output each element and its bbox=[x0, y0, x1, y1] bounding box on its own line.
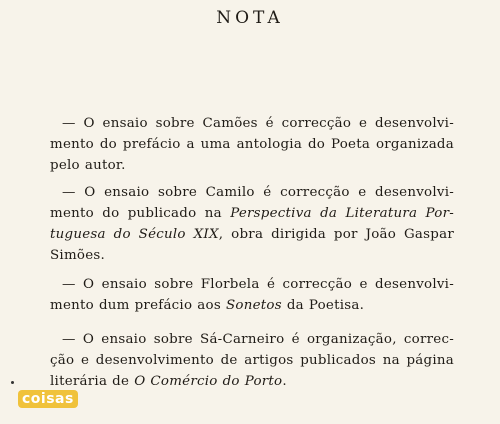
paragraph-text: literária de bbox=[50, 374, 135, 389]
paragraph-line: — O ensaio sobre Sá-Carneiro é organização, correc- bbox=[62, 332, 454, 347]
book-title-italic: tuguesa do Século XIX bbox=[50, 227, 219, 242]
note-paragraph-camoes bbox=[50, 113, 454, 176]
paragraph-line: ção e desenvolvimento de artigos publicados na página bbox=[50, 353, 454, 368]
book-title-italic: Sonetos bbox=[225, 298, 282, 313]
newspaper-title-italic: O Comércio do Porto bbox=[134, 374, 283, 389]
paragraph-line: mento do prefácio a uma antologia do Poeta organizada bbox=[50, 137, 454, 152]
paragraph-line: — O ensaio sobre Camilo é correcção e desenvolvi- bbox=[62, 185, 454, 200]
paragraph-line bbox=[50, 295, 454, 316]
paragraph-line bbox=[50, 371, 454, 392]
paragraph-text: mento do publicado na bbox=[50, 206, 231, 221]
paragraph-line: — O ensaio sobre Camões é correcção e desenvolvi- bbox=[62, 116, 454, 131]
paragraph-line: pelo autor. bbox=[50, 158, 126, 173]
note-paragraph-florbela bbox=[50, 274, 454, 316]
ink-dot bbox=[11, 381, 14, 384]
paragraph-text: . bbox=[282, 374, 287, 389]
paragraph-text: mento dum prefácio aos bbox=[50, 298, 226, 313]
page-title: NOTA bbox=[216, 8, 284, 28]
paragraph-line: — O ensaio sobre Florbela é correcção e desenvolvi- bbox=[62, 277, 454, 292]
note-paragraph-camilo bbox=[50, 182, 454, 266]
paragraph-line bbox=[50, 203, 454, 224]
paragraph-text: , obra dirigida por João Gaspar bbox=[218, 227, 454, 242]
note-paragraph-sa-carneiro bbox=[50, 329, 454, 392]
paragraph-line: Simões. bbox=[50, 248, 106, 263]
book-title-italic: Perspectiva da Literatura Por- bbox=[230, 206, 454, 221]
paragraph-line bbox=[50, 224, 454, 245]
paragraph-text: da Poetisa. bbox=[281, 298, 365, 313]
watermark-logo: coisas bbox=[18, 390, 78, 408]
